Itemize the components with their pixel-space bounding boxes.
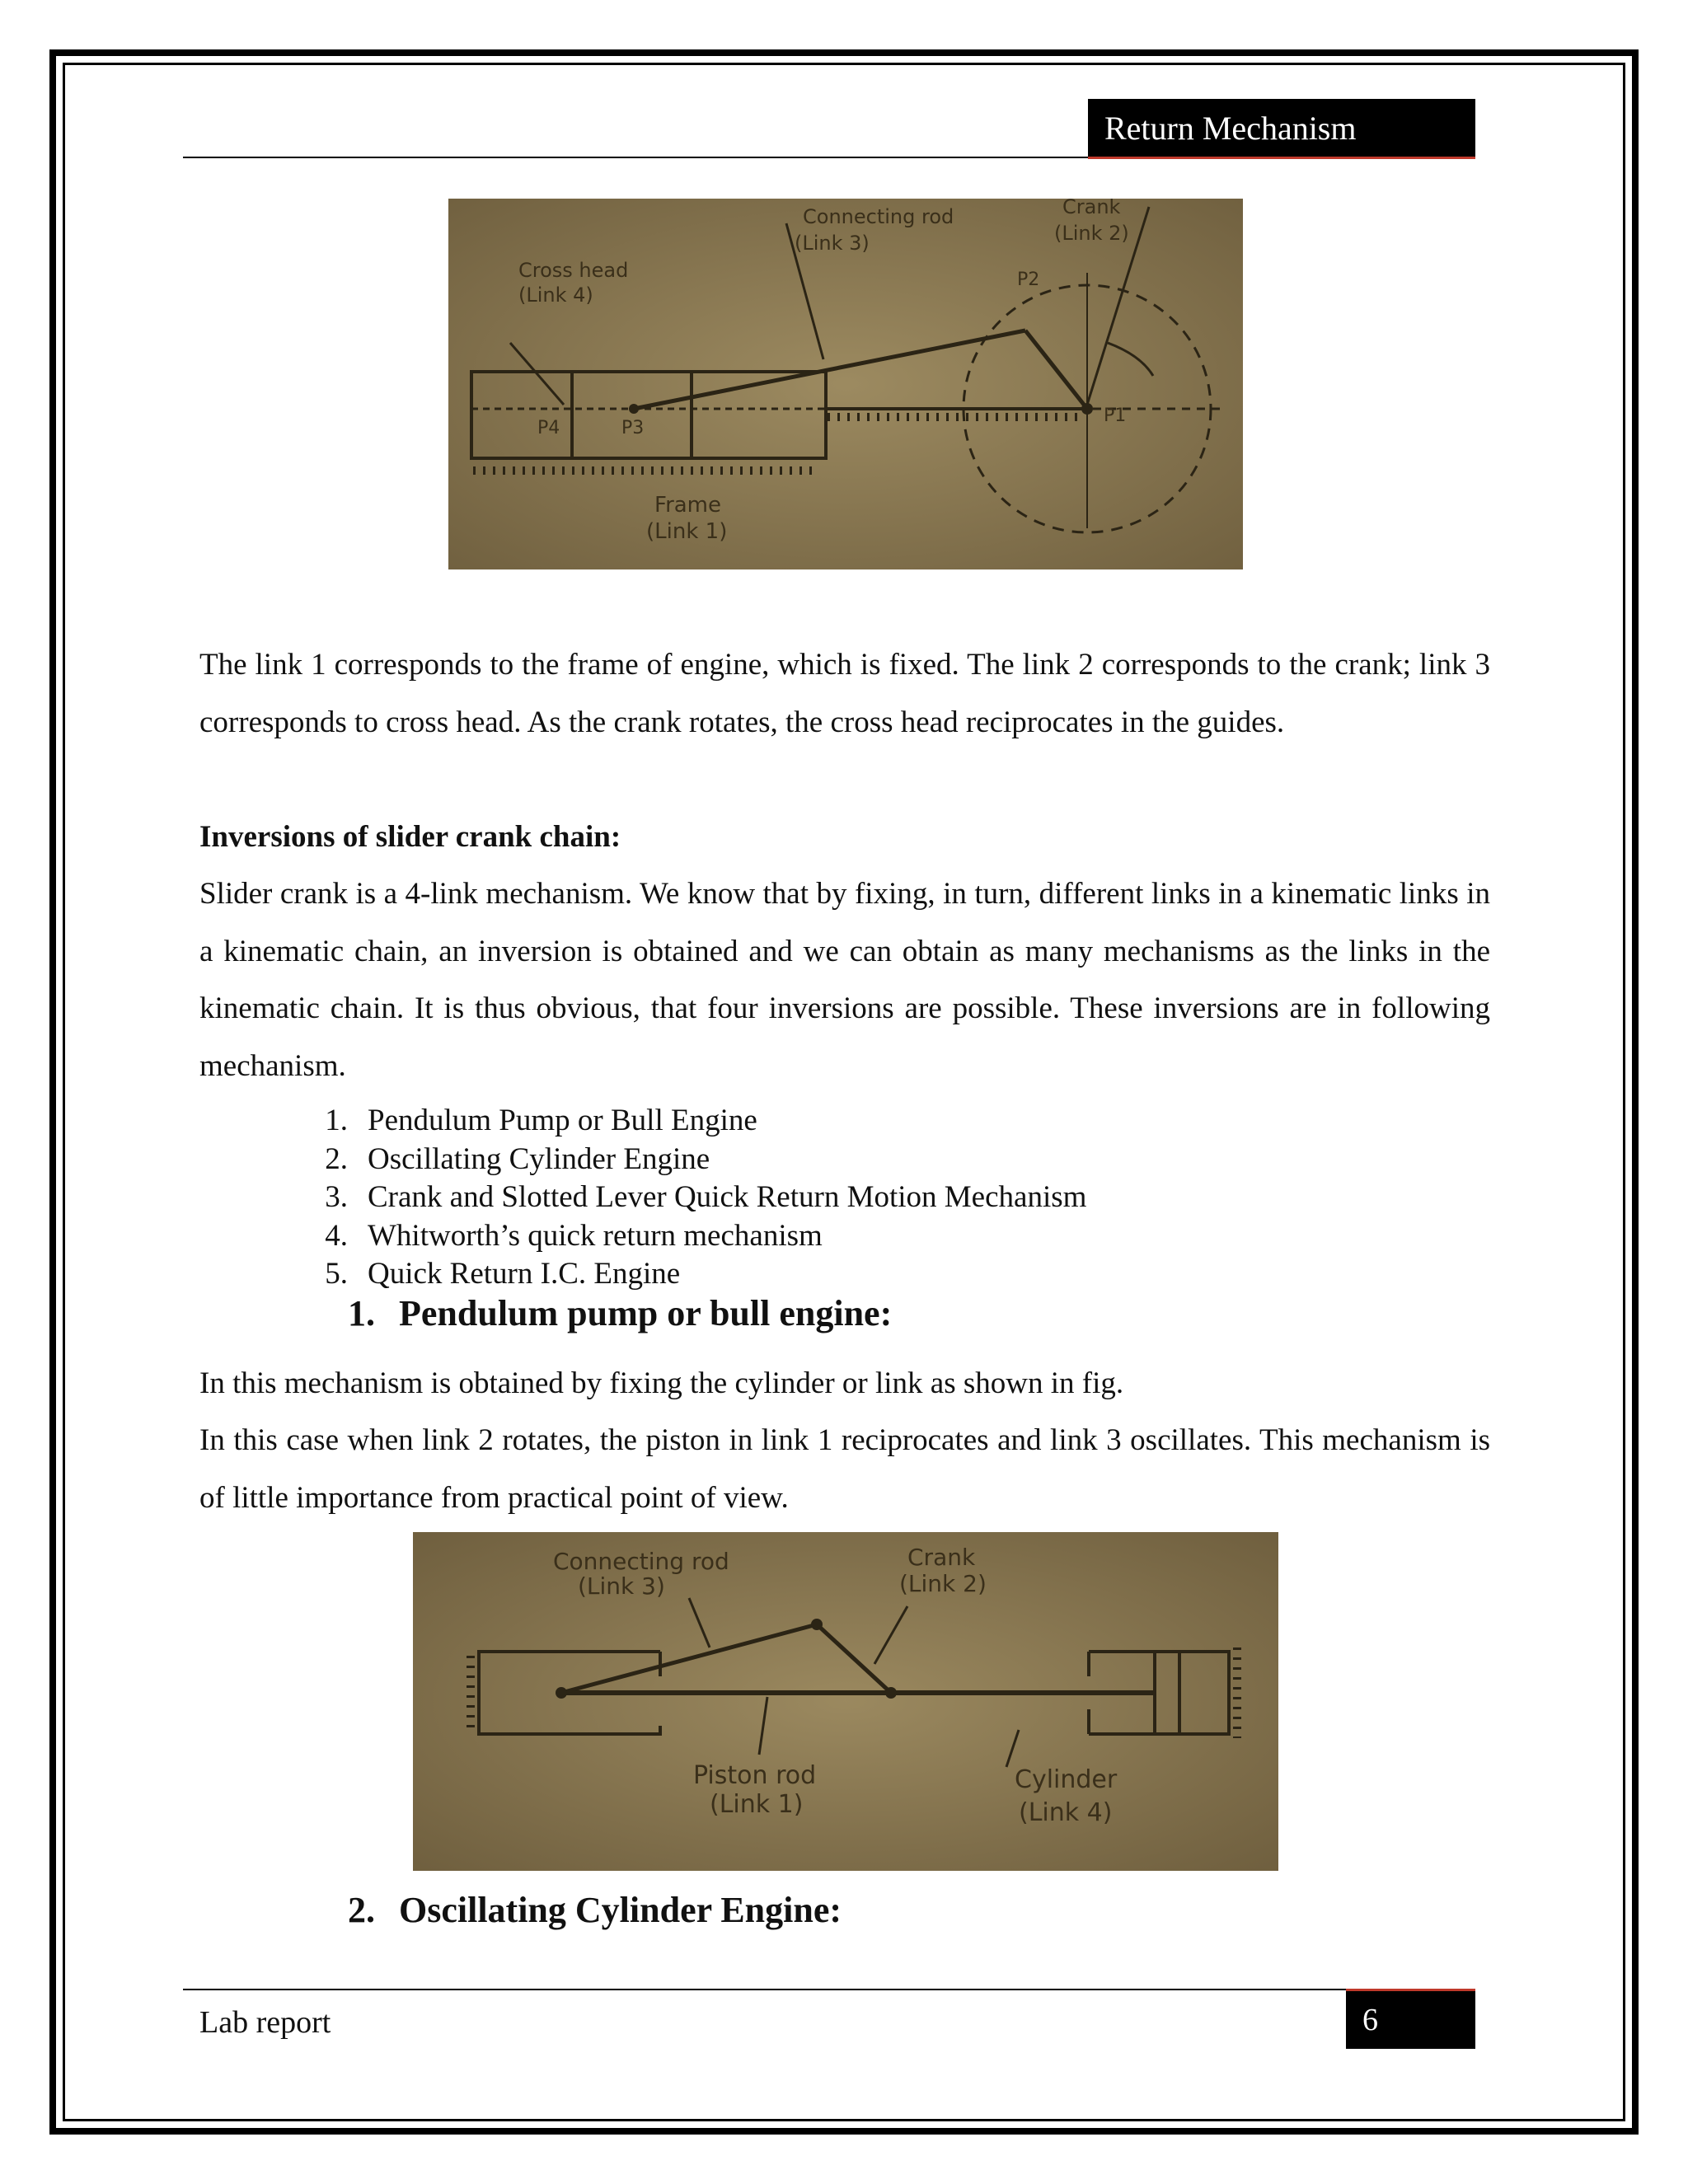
list-item: 4. Whitworth’s quick return mechanism	[325, 1218, 823, 1253]
heading-oscillating-cylinder: 2. Oscillating Cylinder Engine:	[348, 1890, 842, 1930]
fig1-label-link2: (Link 2)	[1054, 222, 1129, 245]
heading-pendulum-pump: 1. Pendulum pump or bull engine:	[348, 1293, 893, 1333]
fig2-label-link2: (Link 2)	[899, 1570, 987, 1597]
fig1-label-connecting-rod: Connecting rod	[803, 205, 954, 228]
fig1-label-p3: P3	[621, 418, 645, 438]
header-title: Return Mechanism	[1088, 99, 1475, 158]
fig2-label-piston-rod: Piston rod	[693, 1761, 817, 1790]
fig1-label-link3: (Link 3)	[795, 232, 870, 255]
fig2-label-link3: (Link 3)	[578, 1572, 665, 1600]
footer-label: Lab report	[199, 2005, 331, 2040]
fig1-label-p2: P2	[1017, 269, 1040, 290]
fig2-label-crank: Crank	[907, 1544, 976, 1571]
paragraph-pendulum-detail: In this case when link 2 rotates, the piston in link 1 reciprocates and link 3 oscillates. This mechanism is of little importance from practical point of view.	[199, 1423, 1490, 1515]
figure-slider-crank	[448, 199, 1243, 569]
fig1-label-p1: P1	[1104, 405, 1127, 426]
fig2-label-link1: (Link 1)	[710, 1790, 804, 1819]
fig2-label-connecting-rod: Connecting rod	[553, 1548, 729, 1575]
page-number: 6	[1346, 1991, 1475, 2049]
list-item: 2. Oscillating Cylinder Engine	[325, 1141, 710, 1176]
inversions-list	[288, 1102, 1086, 1294]
fig1-label-crank: Crank	[1062, 199, 1121, 218]
fig1-label-cross-head: Cross head	[518, 259, 629, 282]
section-title-inversions: Inversions of slider crank chain:	[199, 820, 621, 854]
paragraph-pendulum-intro: In this mechanism is obtained by fixing the cylinder or link as shown in fig.	[199, 1366, 1124, 1400]
fig2-label-cylinder: Cylinder	[1015, 1765, 1118, 1794]
fig1-label-link4: (Link 4)	[518, 284, 593, 307]
footer-accent	[1346, 1989, 1475, 1991]
list-item: 5. Quick Return I.C. Engine	[325, 1257, 681, 1291]
footer-rule	[183, 1989, 1475, 1990]
fig1-label-frame: Frame	[654, 493, 722, 518]
header-accent	[1088, 157, 1475, 159]
fig2-label-link4: (Link 4)	[1019, 1798, 1113, 1827]
list-item: 3. Crank and Slotted Lever Quick Return Motion Mechanism	[325, 1180, 1087, 1214]
paragraph-inversions: Slider crank is a 4-link mechanism. We know that by fixing, in turn, different links in a kinematic links in a kinematic chain, an inversion is obtained and we can obtain as many mechanisms as the links in the kinematic chain. It is thus obvious, that four inversions are possible. These inversions are in following mechanism.	[199, 877, 1490, 1083]
fig1-label-link1: (Link 1)	[646, 519, 728, 544]
list-item: 1. Pendulum Pump or Bull Engine	[325, 1104, 757, 1137]
figure-pendulum-pump	[413, 1532, 1278, 1871]
paragraph-frame-description: The link 1 corresponds to the frame of engine, which is fixed. The link 2 corresponds to the crank; link 3 corresponds to cross head. As the crank rotates, the cross head reciprocates in the guides.	[199, 648, 1490, 739]
fig1-label-p4: P4	[537, 418, 560, 438]
